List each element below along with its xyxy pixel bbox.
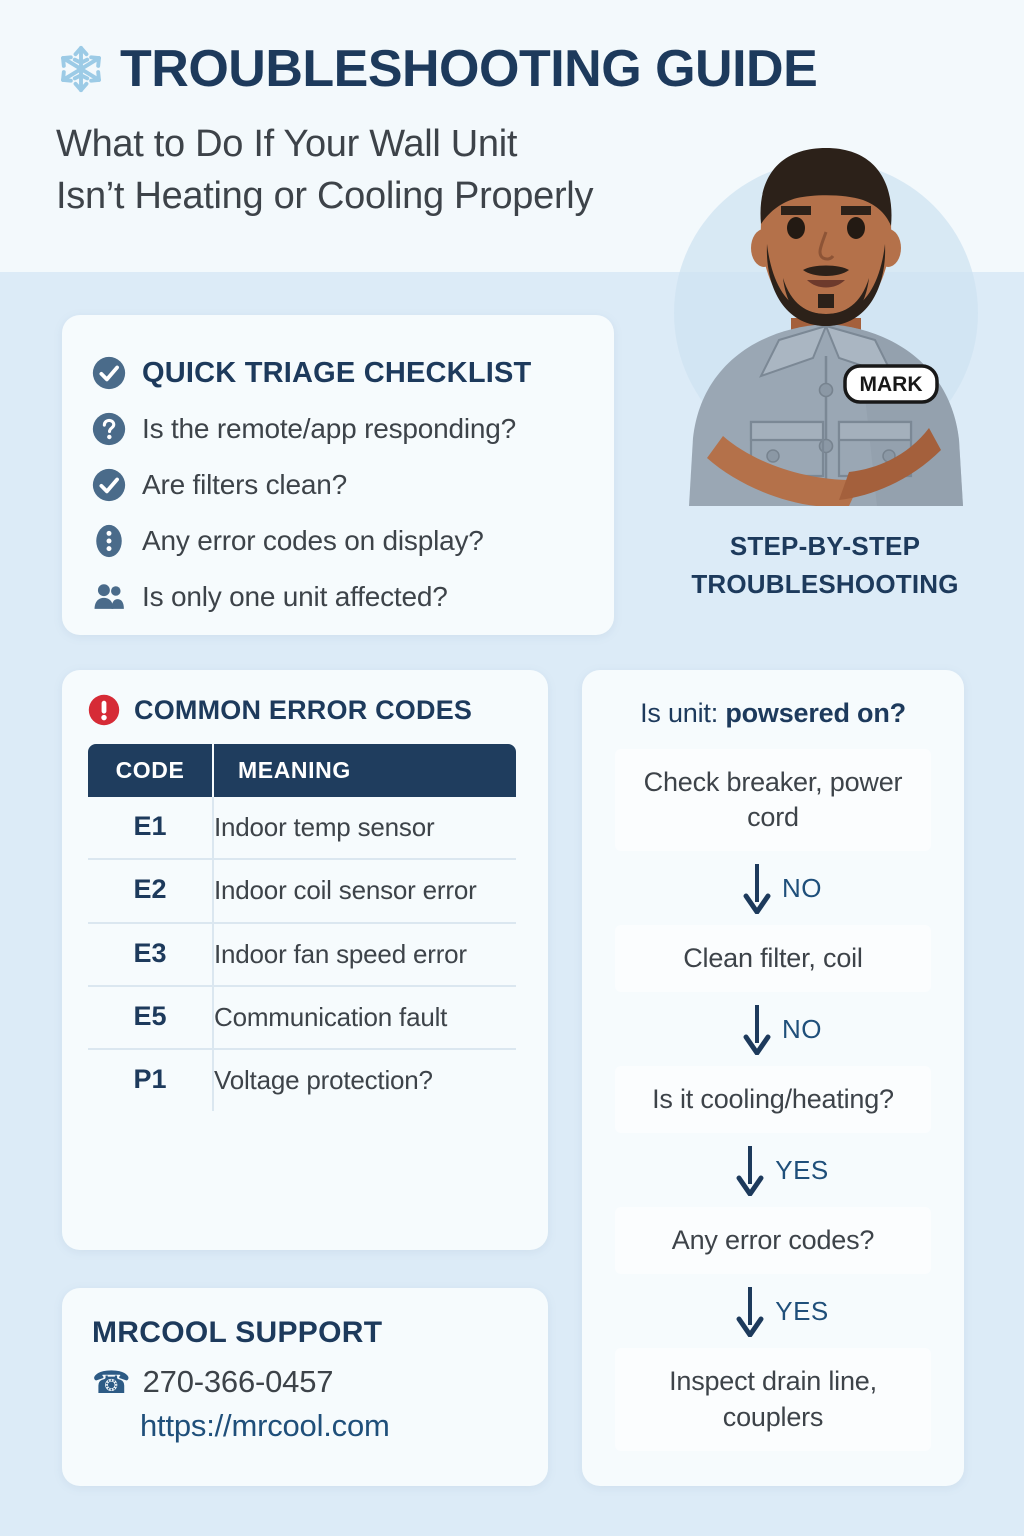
caption-line-2: TROUBLESHOOTING: [691, 568, 959, 599]
checklist-item-label: Are filters clean?: [142, 469, 347, 500]
mrcool-support-card: [62, 1288, 548, 1486]
phone-icon: ☎: [92, 1364, 131, 1400]
troubleshooting-flowchart-card: [582, 670, 964, 1486]
flow-step-check-breaker: Check breaker, power cord: [615, 749, 931, 851]
subtitle-line-1: What to Do If Your Wall Unit: [56, 123, 518, 165]
flowchart-body: [582, 670, 964, 1451]
technician-illustration: [663, 128, 983, 506]
alert-circle-icon: [88, 694, 120, 726]
checklist-item-error-codes[interactable]: [92, 513, 586, 569]
support-phone-row[interactable]: [92, 1364, 518, 1400]
support-phone-number: 270-366-0457: [142, 1364, 334, 1399]
flowchart-question: [640, 698, 906, 729]
common-error-codes-card: [62, 670, 548, 1250]
arrow-down-icon: [742, 862, 772, 914]
check-circle-icon: [92, 356, 126, 390]
error-codes-table-body: [88, 797, 516, 1111]
technician-caption: [620, 528, 1024, 603]
column-header-code: CODE: [88, 744, 213, 797]
question-strong: powsered on?: [725, 698, 906, 728]
cell-code: E2: [88, 859, 213, 922]
table-row: [88, 1049, 516, 1111]
support-website-link[interactable]: https://mrcool.com: [140, 1408, 390, 1443]
checklist-item-label: Any error codes on display?: [142, 525, 484, 556]
question-circle-icon: [92, 412, 126, 446]
column-header-meaning: MEANING: [213, 744, 516, 797]
arrow-down-icon: [735, 1144, 765, 1196]
checklist-item-label: Is only one unit affected?: [142, 581, 448, 612]
arrow-label: YES: [775, 1154, 829, 1185]
cell-meaning: Indoor fan speed error: [213, 923, 516, 986]
checklist-body: [62, 315, 614, 625]
error-codes-body: [62, 670, 548, 1111]
people-icon: [92, 580, 126, 614]
cell-meaning: Voltage protection?: [214, 1065, 433, 1096]
check-circle-icon: [92, 468, 126, 502]
flow-arrow-3: [615, 1133, 931, 1207]
cell-code: E5: [88, 986, 213, 1049]
support-title: MRCOOL SUPPORT: [92, 1316, 383, 1349]
table-row: [88, 797, 516, 859]
arrow-label: NO: [782, 872, 822, 903]
subtitle-line-2: Isn’t Heating or Cooling Properly: [56, 175, 594, 218]
checklist-item-filters[interactable]: [92, 457, 586, 513]
info-circle-icon: [92, 524, 126, 558]
arrow-down-icon: [742, 1003, 772, 1055]
cell-meaning: Indoor temp sensor: [213, 797, 516, 859]
cell-meaning: Communication fault: [213, 986, 516, 1049]
checklist-item-label: Is the remote/app responding?: [142, 413, 517, 444]
snowflake-icon: [56, 42, 106, 96]
flow-step-cooling-heating: Is it cooling/heating?: [615, 1066, 931, 1133]
table-row: [88, 986, 516, 1049]
flow-step-any-error-codes: Any error codes?: [615, 1207, 931, 1274]
cell-code: P1: [88, 1049, 213, 1111]
flow-arrow-4: [615, 1274, 931, 1348]
arrow-label: YES: [775, 1295, 829, 1326]
table-header-row: [88, 744, 516, 797]
flow-step-clean-filter: Clean filter, coil: [615, 925, 931, 992]
arrow-down-icon: [735, 1285, 765, 1337]
cell-code: E3: [88, 923, 213, 986]
title-row: [56, 40, 818, 98]
table-row: [88, 859, 516, 922]
page-title: TROUBLESHOOTING GUIDE: [120, 40, 818, 98]
technician-svg: [663, 128, 983, 506]
checklist-heading: QUICK TRIAGE CHECKLIST: [142, 356, 532, 389]
arrow-label: NO: [782, 1013, 822, 1044]
caption-line-1: STEP-BY-STEP: [729, 531, 921, 561]
flow-arrow-1: [615, 851, 931, 925]
cell-code: E1: [88, 797, 213, 859]
checklist-heading-row: [92, 345, 586, 401]
table-row: [88, 923, 516, 986]
error-codes-table-head: [88, 744, 516, 797]
checklist-item-one-unit[interactable]: [92, 569, 586, 625]
flow-step-inspect-drain-line: Inspect drain line, couplers: [615, 1348, 931, 1450]
cell-meaning: Indoor coil sensor error: [213, 859, 516, 922]
checklist-item-remote-app[interactable]: [92, 401, 586, 457]
support-body: [62, 1288, 548, 1444]
question-prefix: Is unit:: [640, 698, 726, 728]
quick-triage-checklist-card: [62, 315, 614, 635]
error-codes-table: [88, 744, 516, 1111]
error-codes-heading: COMMON ERROR CODES: [134, 694, 473, 725]
flow-arrow-2: [615, 992, 931, 1066]
error-codes-heading-row: [88, 694, 522, 726]
name-tag-text: MARK: [859, 373, 923, 396]
